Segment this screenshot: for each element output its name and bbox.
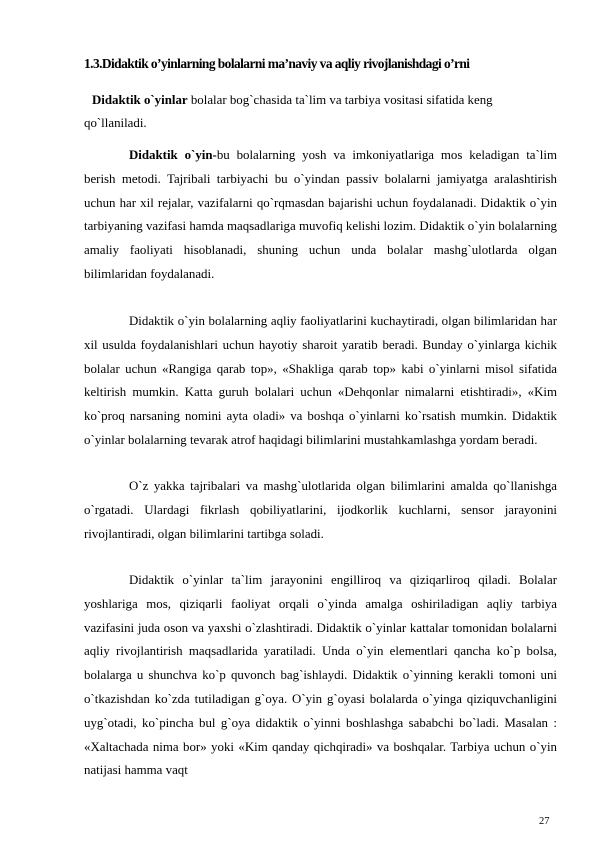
paragraph-3: O`z yakka tajribalari va mashg`ulotlarida olgan bilimlarini amalda qo`llanishga o`rgatadi. Ulardagi fikrlash qobiliyatlarini, ijodkorlik kuchlarni, sensor jarayonini rivojlantiradi, olgan bilimlarini tartibga soladi. [84,479,557,541]
paragraph-1-text: bu bolalarning yosh va imkoniyatlariga mos keladigan ta`lim berish metodi. Tajribali tarbiyachi bu o`yindan passiv bolalarni jamiyatga aralashtirish uchun har xil rejalar, vazifalarni qo`rqmasdan bajarishi uchun foydalanadi. Didaktik o`yin tarbiyaning vazifasi hamda maqsadlariga muvofiq kelishi lozim. Didaktik o`yin bolalarning amaliy faoliyati hisoblanadi, shuning uchun unda bolalar mashg`ulotlarda olgan bilimlaridan foydalanadi. [84,148,557,281]
paragraph-1-lead-term: Didaktik o`yin- [129,148,217,162]
paragraph-4: Didaktik o`yinlar ta`lim jarayonini engilliroq va qiziqarliroq qiladi. Bolalar yoshlariga mos, qiziqarli faoliyat orqali o`yinda amalga oshiriladigan aqliy tarbiya vazifasini juda oson va yaxshi o`zlashtiradi. Didaktik o`yinlar kattalar tomonidan bolalarni aqliy rivojlantirish maqsadlarida yaratiladi. Unda o`yin elementlari qancha ko`p bolsa, bolalarga u shunchva ko`p quvonch bag`ishlaydi. Didaktik o`yinning kerakli tomoni uni o`tkazishdan ko`zda tutiladigan g`oya. O`yin g`oyasi bolalarda o`yinga qiziquvchanligini uyg`otadi, ko`pincha bul g`oya didaktik o`yinni boshlashga sababchi bo`ladi. Masalan : «Xaltachada nima bor» yoki «Kim qanday qichqiradi» va boshqalar. Tarbiya uchun o`yin natijasi hamma vaqt [84,573,557,778]
intro-lead-term: Didaktik o`yinlar [92,93,188,107]
intro-text: bolalar bog`chasida ta`lim va tarbiya vositasi sifatida keng qo`llaniladi. [84,93,493,130]
section-heading: 1.3.Didaktik o’yinlarning bolalarni ma’naviy va aqliy rivojlanishdagi o’rni [84,56,470,71]
page-number: 27 [539,816,550,827]
paragraph-2: Didaktik o`yin bolalarning aqliy faoliyatlarini kuchaytiradi, olgan bilimlaridan har xil usulda foydalanishlari uchun hayotiy sharoit yaratib beradi. Bunday o`yinlarga kichik bolalar uchun «Rangiga qarab top», «Shakliga qarab top» kabi o`yinlarni misol sifatida keltirish mumkin. Katta guruh bolalari uchun «Dehqonlar nimalarni etishtiradi», «Kim ko`proq narsaning nomini ayta oladi» va boshqa o`yinlarni ko`rsatish mumkin. Didaktik o`yinlar bolalarning tevarak atrof haqidagi bilimlarini mustahkamlashga yordam beradi. [84,314,557,447]
intro-paragraph [84,89,557,135]
paragraph-1 [84,144,557,287]
